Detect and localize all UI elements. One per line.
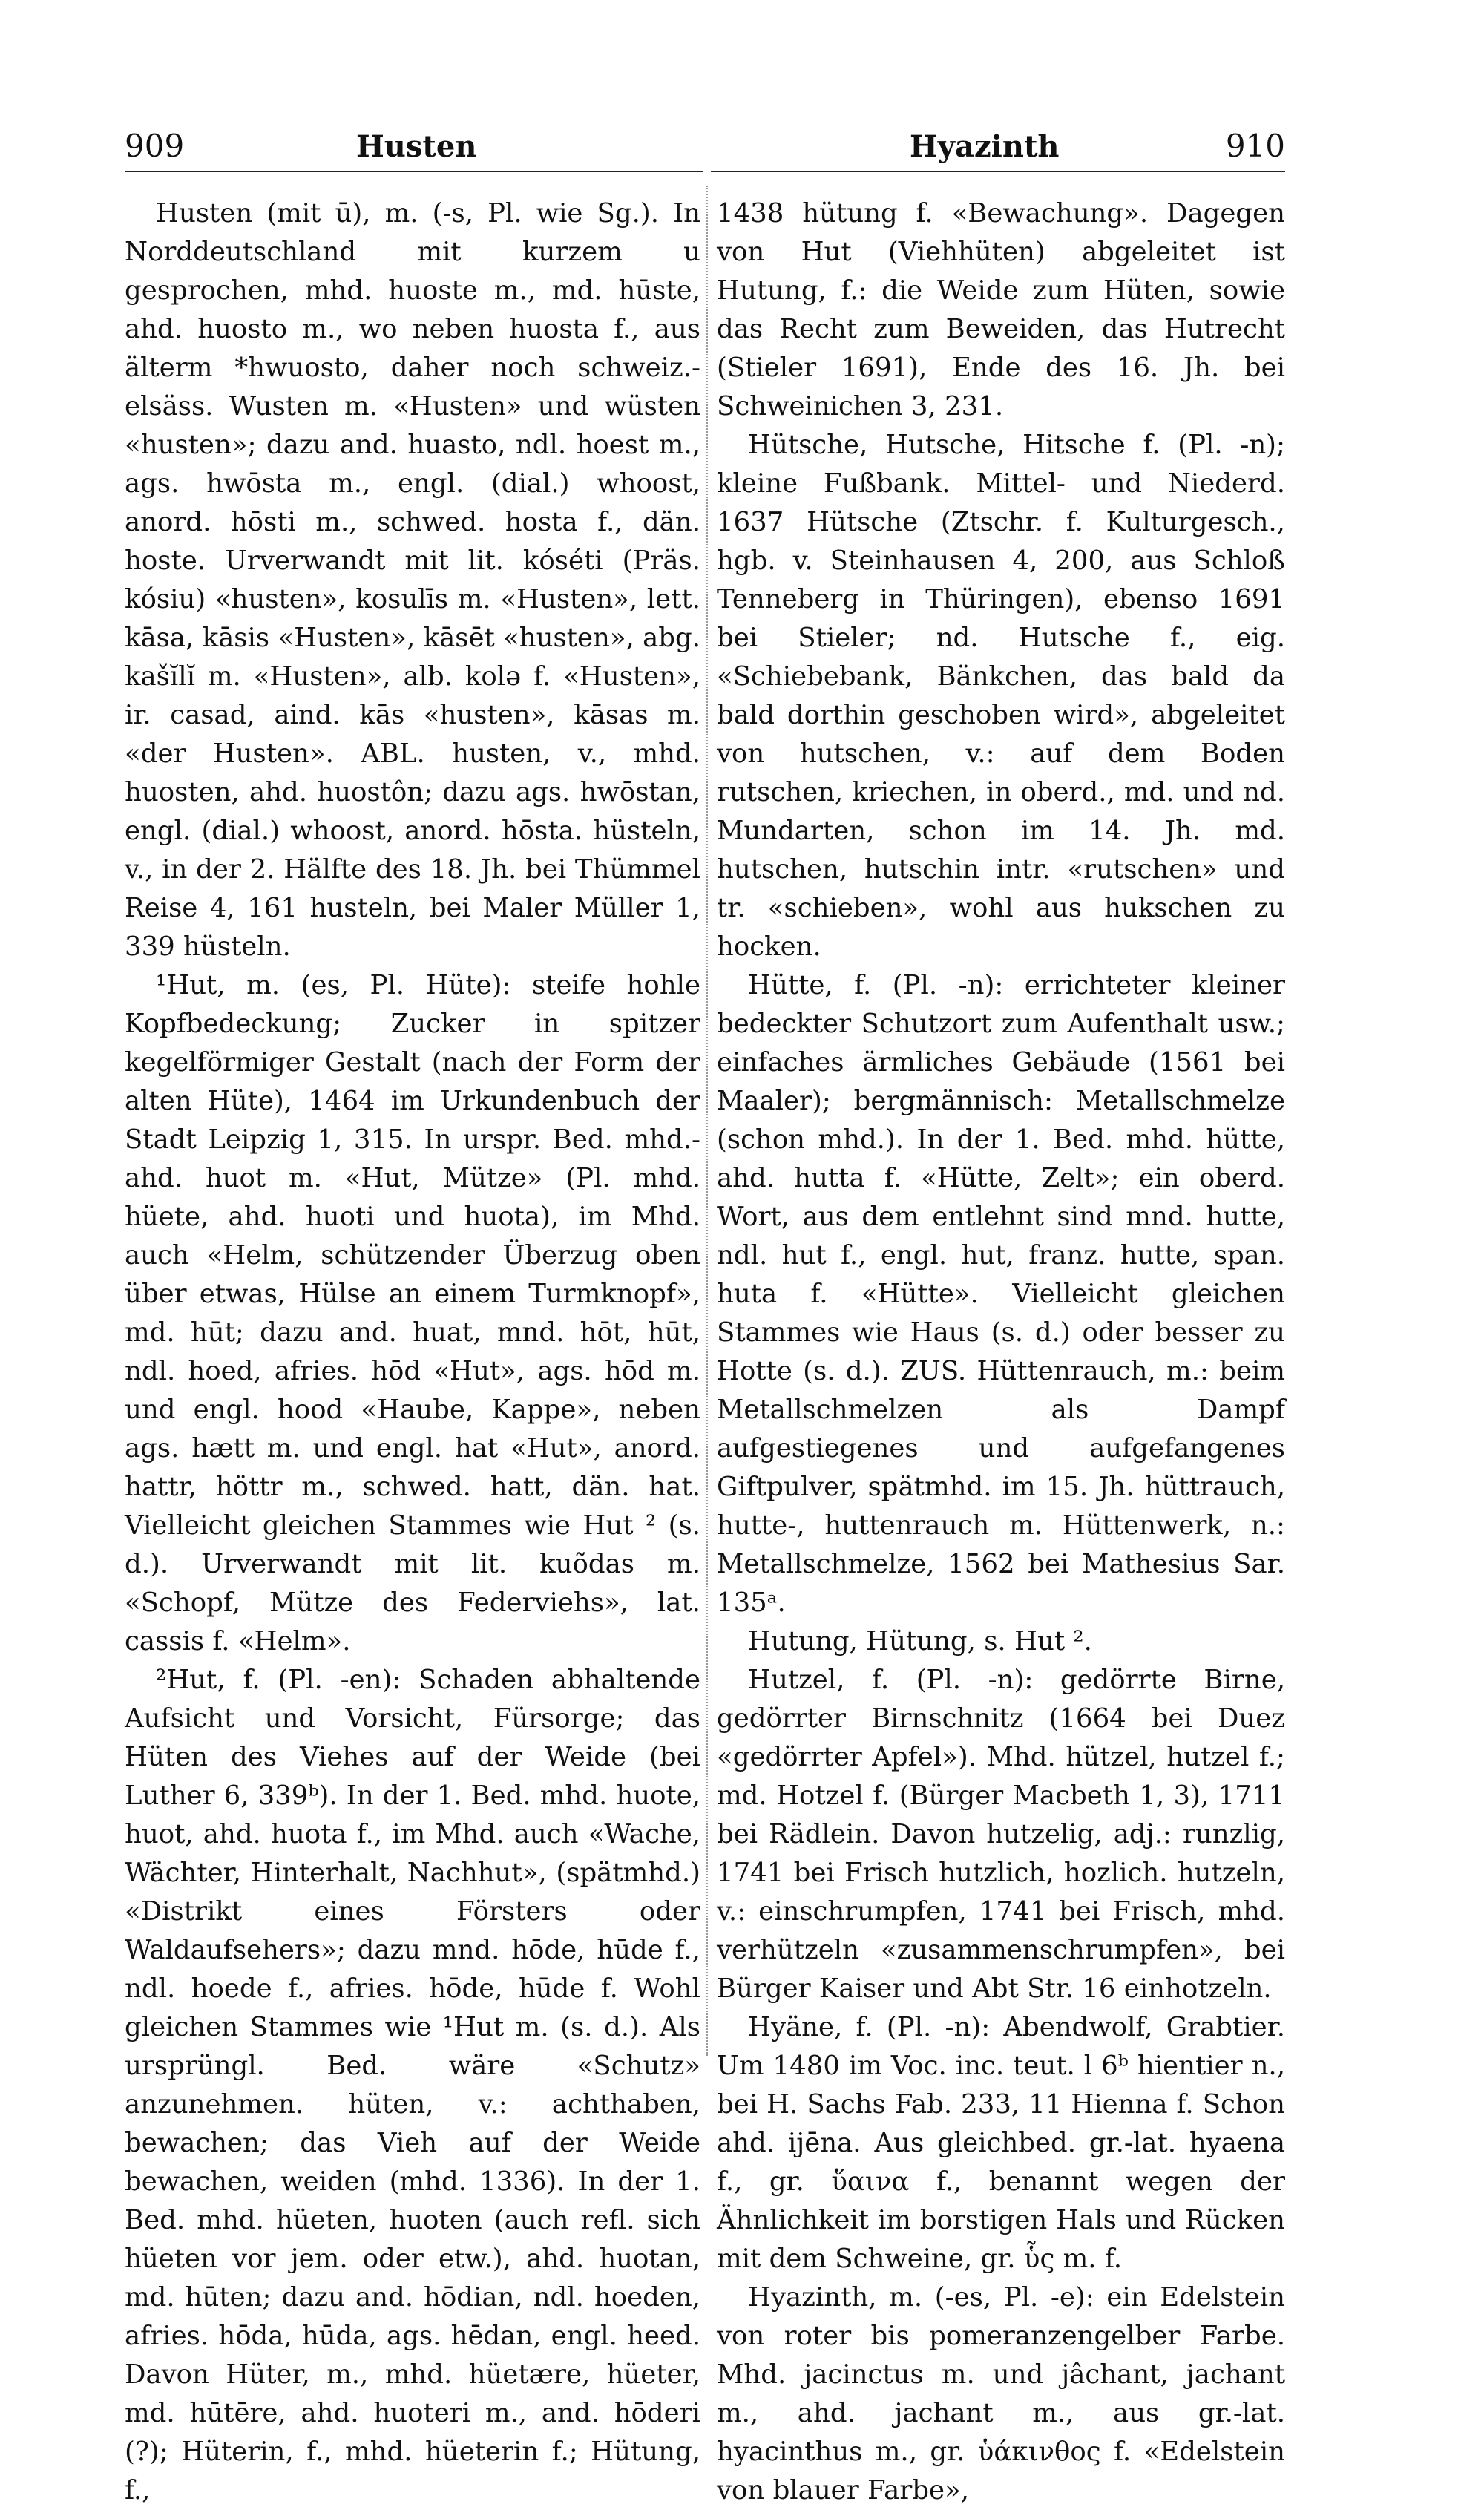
entry-husten: Husten (mit ū), m. (-s, Pl. wie Sg.). In Norddeutschland mit kurzem u gesprochen, mhd. huoste m., md. hūste, ahd. huosto m., wo neben huosta f., aus älterm *hwuosto, daher noch schweiz.-elsäss. Wusten m. «Husten» und wüsten «husten»; dazu and. huasto, ndl. hoest m., ags. hwōsta m., engl. (dial.) whoost, anord. hōsti m., schwed. hosta f., dän. hoste. Urverwandt mit lit. kóséti (Präs. kósiu) «husten», kosulīs m. «Husten», lett. kāsa, kāsis «Husten», kāsēt «husten», abg. kašĭlĭ m. «Husten», alb. kolə f. «Husten», ir. casad, aind. kās «husten», kāsas m. «der Husten». ABL. husten, v., mhd. huosten, ahd. huostôn; dazu ags. hwōstan, engl. (dial.) whoost, anord. hōsta. hüsteln, v., in der 2. Hälfte des 18. Jh. bei Thümmel Reise 4, 161 husteln, bei Maler Müller 1, 339 hüsteln. — [125, 198, 701, 962]
entry-hut-1: ¹Hut, m. (es, Pl. Hüte): steife hohle Kopfbedeckung; Zucker in spitzer kegelförmiger Gestalt (nach der Form der alten Hüte), 1464 im Urkundenbuch der Stadt Leipzig 1, 315. In urspr. Bed. mhd.-ahd. huot m. «Hut, Mütze» (Pl. mhd. hüete, ahd. huoti und huota), im Mhd. auch «Helm, schützender Überzug oben über etwas, Hülse an einem Turmknopf», md. hūt; dazu and. huat, mnd. hōt, hūt, ndl. hoed, afries. hōd «Hut», ags. hōd m. und engl. hood «Haube, Kappe», neben ags. hætt m. und engl. hat «Hut», anord. hattr, höttr m., schwed. hatt, dän. hat. Vielleicht gleichen Stammes wie Hut ² (s. d.). Urverwandt mit lit. kuõdas m. «Schopf, Mütze des Federviehs», lat. cassis f. «Helm». — [125, 970, 700, 1657]
header-rule-left — [125, 171, 703, 172]
entry-hut-2-continued: 1438 hütung f. «Bewachung». Dagegen von Hut (Viehhüten) abgeleitet ist Hutung, f.: die Weide zum Hüten, sowie das Recht zum Beweiden, das Hutrecht (Stieler 1691), Ende des 16. Jh. bei Schweinichen 3, 231. — [717, 198, 1285, 422]
column-separator — [706, 186, 709, 2056]
entry-hutzel: Hutzel, f. (Pl. -n): gedörrte Birne, gedörrter Birnschnitz (1664 bei Duez «gedörrter Apfel»). Mhd. hützel, hutzel f.; md. Hotzel f. (Bürger Macbeth 1, 3), 1711 bei Rädlein. Davon hutzelig, adj.: runzlig, 1741 bei Frisch hutzlich, hozlich. hutzeln, v.: einschrumpfen, 1741 bei Frisch, mhd. verhützeln «zusammenschrumpfen», bei Bürger Kaiser und Abt Str. 16 einhotzeln. — [717, 1665, 1285, 2004]
entry-hyaene: Hyäne, f. (Pl. -n): Abendwolf, Grabtier. Um 1480 im Voc. inc. teut. l 6ᵇ hientier n., bei H. Sachs Fab. 233, 11 Hienna f. Schon ahd. ijēna. Aus gleichbed. gr.-lat. hyaena f., gr. ὕαινα f., benannt wegen der Ähnlichkeit im borstigen Hals und Rücken mit dem Schweine, gr. ὗς m. f. — [717, 2012, 1285, 2274]
entry-huette: Hütte, f. (Pl. -n): errichteter kleiner bedeckter Schutzort zum Aufenthalt usw.; einfaches ärmliches Gebäude (1561 bei Maaler); bergmännisch: Metallschmelze (schon mhd.). In der 1. Bed. mhd. hütte, ahd. hutta f. «Hütte, Zelt»; ein oberd. Wort, aus dem entlehnt sind mnd. hutte, ndl. hut f., engl. hut, franz. hutte, span. huta f. «Hütte». Vielleicht gleichen Stammes wie Haus (s. d.) oder besser zu Hotte (s. d.). ZUS. Hüttenrauch, m.: beim Metallschmelzen als Dampf aufgestiegenes und aufgefangenes Giftpulver, spätmhd. im 15. Jh. hüttrauch, hutte-, huttenrauch m. Hüttenwerk, n.: Metallschmelze, 1562 bei Mathesius Sar. 135ᵃ. — [717, 970, 1285, 1618]
left-column — [125, 194, 700, 2510]
right-column — [717, 194, 1285, 2510]
entry-hutung: Hutung, Hütung, s. Hut ². — [748, 1626, 1092, 1657]
entry-hut-2: ²Hut, f. (Pl. -en): Schaden abhaltende Aufsicht und Vorsicht, Fürsorge; das Hüten des Viehes auf der Weide (bei Luther 6, 339ᵇ). In der 1. Bed. mhd. huote, huot, ahd. huota f., im Mhd. auch «Wache, Wächter, Hinterhalt, Nachhut», (spätmhd.) «Distrikt eines Försters oder Waldaufsehers»; dazu mnd. hōde, hūde f., ndl. hoede f., afries. hōde, hūde f. Wohl gleichen Stammes wie ¹Hut m. (s. d.). Als ursprüngl. Bed. wäre «Schutz» anzunehmen. hüten, v.: achthaben, bewachen; das Vieh auf der Weide bewachen, weiden (mhd. 1336). In der 1. Bed. mhd. hüeten, huoten (auch refl. sich hüeten vor jem. oder etw.), ahd. huotan, md. hūten; dazu and. hōdian, ndl. hoeden, afries. hōda, hūda, ags. hēdan, engl. heed. Davon Hüter, m., mhd. hüetære, hüeter, md. hūtēre, ahd. huoteri m., and. hōderi (?); Hüterin, f., mhd. hüeterin f.; Hütung, f., — [125, 1665, 700, 2506]
right-page-number: 910 — [1225, 128, 1285, 164]
entry-huetsche: Hütsche, Hutsche, Hitsche f. (Pl. -n); kleine Fußbank. Mittel- und Niederd. 1637 Hütsche (Ztschr. f. Kulturgesch., hgb. v. Steinhausen 4, 200, aus Schloß Tenneberg in Thüringen), ebenso 1691 bei Stieler; nd. Hutsche f., eig. «Schiebebank, Bänkchen, das bald da bald dorthin geschoben wird», abgeleitet von hutschen, v.: auf dem Boden rutschen, kriechen, in oberd., md. und nd. Mundarten, schon im 14. Jh. md. hutschen, hutschin intr. «rutschen» und tr. «schieben», wohl aus hukschen zu hocken. — [717, 430, 1285, 962]
entry-hyazinth: Hyazinth, m. (-es, Pl. -e): ein Edelstein von roter bis pomeranzengelber Farbe. Mhd. jacinctus m. und jâchant, jachant m., ahd. jachant m., aus gr.-lat. hyacinthus m., gr. ὑάκινθος f. «Edelstein von blauer Farbe», — [717, 2282, 1285, 2506]
left-running-headword: Husten — [356, 129, 477, 164]
header-rule-right — [711, 171, 1285, 172]
right-running-headword: Hyazinth — [910, 129, 1060, 164]
left-page-number: 909 — [125, 128, 185, 164]
